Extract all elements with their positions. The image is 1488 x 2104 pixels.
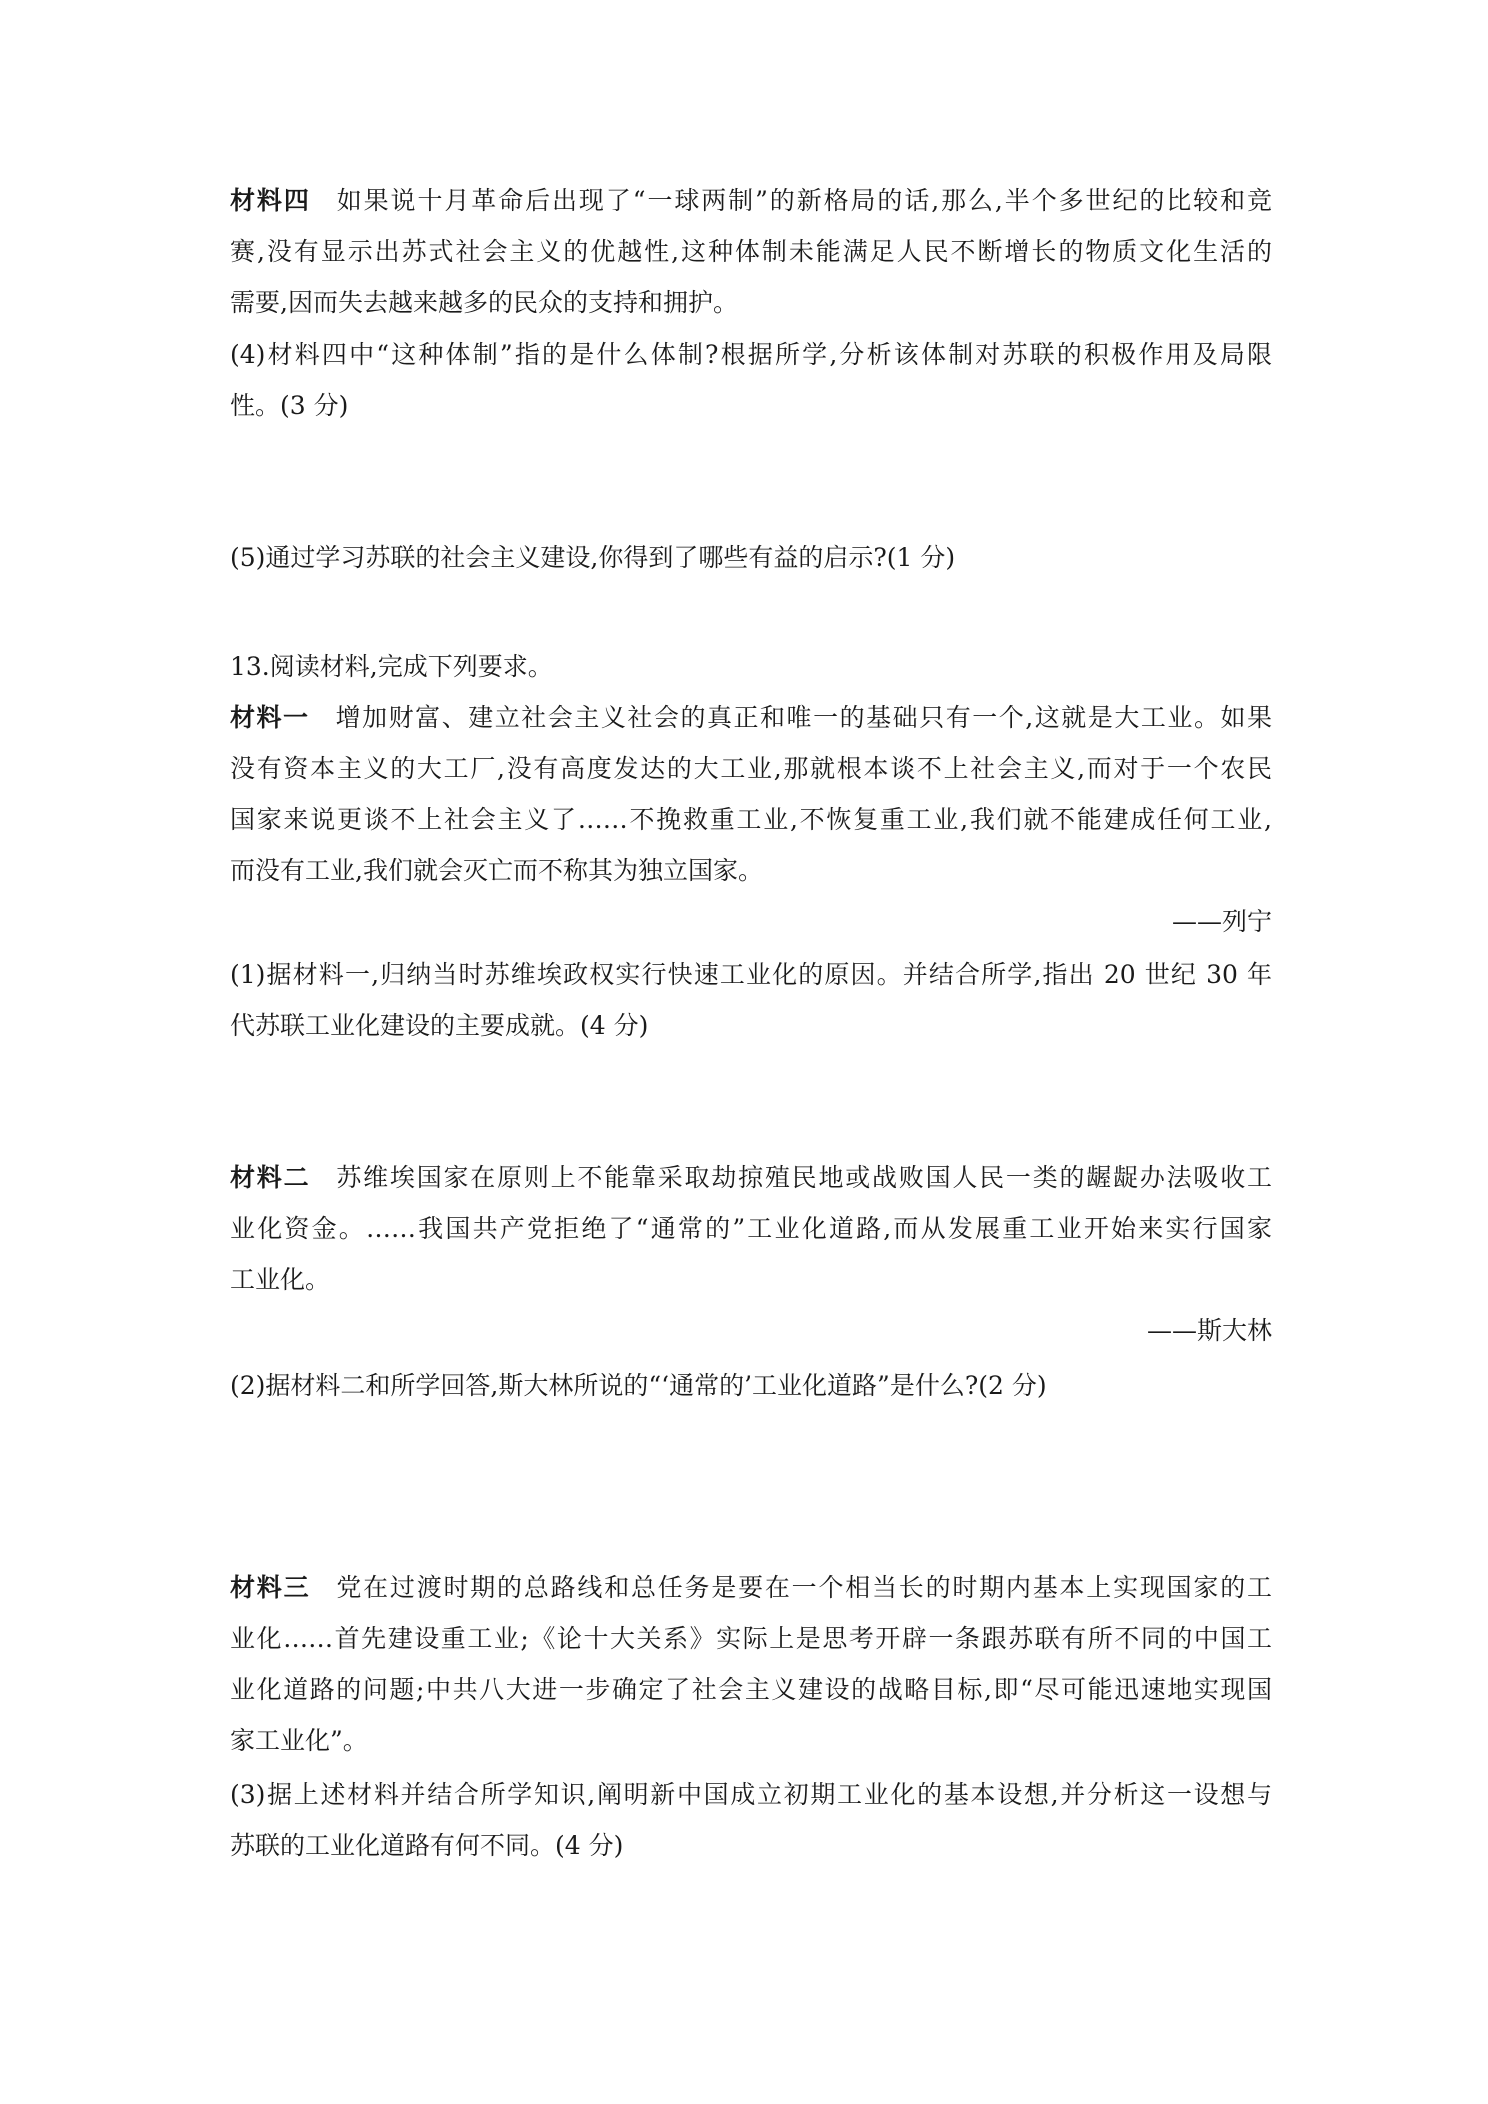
material-4-label: 材料四	[230, 186, 311, 215]
question-13-text: 13.阅读材料,完成下列要求。	[230, 652, 553, 681]
question-4-line-2: 性。(3 分)	[230, 391, 349, 420]
material-2-label: 材料二	[230, 1163, 311, 1192]
material-1-line-2: 没有资本主义的大工厂,没有高度发达的大工业,那就根本谈不上社会主义,而对于一个农民	[230, 754, 1272, 783]
material-2-paragraph	[230, 1152, 1272, 1356]
question-1-line-1: (1)据材料一,归纳当时苏维埃政权实行快速工业化的原因。并结合所学,指出 20 世纪 30 年	[230, 960, 1272, 989]
question-3-line-2: 苏联的工业化道路有何不同。(4 分)	[230, 1831, 624, 1860]
question-3-line-1: (3)据上述材料并结合所学知识,阐明新中国成立初期工业化的基本设想,并分析这一设想与	[230, 1780, 1272, 1809]
material-2-line-2: 业化资金。……我国共产党拒绝了“通常的”工业化道路,而从发展重工业开始来实行国家	[230, 1214, 1272, 1243]
question-5-text: (5)通过学习苏联的社会主义建设,你得到了哪些有益的启示?(1 分)	[230, 543, 956, 572]
material-1-label: 材料一	[230, 703, 310, 732]
material-3-line-3: 业化道路的问题;中共八大进一步确定了社会主义建设的战略目标,即“尽可能迅速地实现国	[230, 1675, 1272, 1704]
material-2-text: 苏维埃国家在原则上不能靠采取劫掠殖民地或战败国人民一类的龌龊办法吸收工	[336, 1163, 1272, 1192]
material-1-line-3: 国家来说更谈不上社会主义了……不挽救重工业,不恢复重工业,我们就不能建成任何工业,	[230, 805, 1272, 834]
question-1	[230, 949, 1272, 1051]
material-4-line-2: 赛,没有显示出苏式社会主义的优越性,这种体制未能满足人民不断增长的物质文化生活的	[230, 237, 1272, 266]
material-1-paragraph	[230, 692, 1272, 947]
material-2-attribution: ——斯大林	[1146, 1316, 1272, 1345]
material-3-label: 材料三	[230, 1573, 311, 1602]
material-4-paragraph	[230, 175, 1272, 328]
material-1-line-4: 而没有工业,我们就会灭亡而不称其为独立国家。	[230, 856, 763, 885]
material-3-text: 党在过渡时期的总路线和总任务是要在一个相当长的时期内基本上实现国家的工	[336, 1573, 1272, 1602]
material-1-line-1	[230, 692, 1272, 743]
material-3-line-1	[230, 1562, 1272, 1613]
question-4-line-1: (4)材料四中“这种体制”指的是什么体制?根据所学,分析该体制对苏联的积极作用及局限	[230, 340, 1272, 369]
question-5	[230, 532, 1272, 583]
question-3	[230, 1769, 1272, 1871]
material-4-line-1	[230, 175, 1272, 226]
material-3-line-2: 业化……首先建设重工业;《论十大关系》实际上是思考开辟一条跟苏联有所不同的中国工	[230, 1624, 1272, 1653]
question-2	[230, 1360, 1272, 1411]
material-1-attribution: ——列宁	[1171, 907, 1272, 936]
material-4-text: 如果说十月革命后出现了“一球两制”的新格局的话,那么,半个多世纪的比较和竞	[336, 186, 1272, 215]
material-3-paragraph	[230, 1562, 1272, 1766]
question-2-text: (2)据材料二和所学回答,斯大林所说的“‘通常的’工业化道路”是什么?(2 分)	[230, 1371, 1047, 1400]
material-3-line-4: 家工业化”。	[230, 1726, 368, 1755]
question-13-heading	[230, 641, 1272, 692]
question-4	[230, 329, 1272, 431]
material-2-line-1	[230, 1152, 1272, 1203]
question-1-line-2: 代苏联工业化建设的主要成就。(4 分)	[230, 1011, 649, 1040]
material-4-line-3: 需要,因而失去越来越多的民众的支持和拥护。	[230, 288, 738, 317]
material-1-text: 增加财富、建立社会主义社会的真正和唯一的基础只有一个,这就是大工业。如果	[335, 703, 1272, 732]
material-2-line-3: 工业化。	[230, 1265, 331, 1294]
